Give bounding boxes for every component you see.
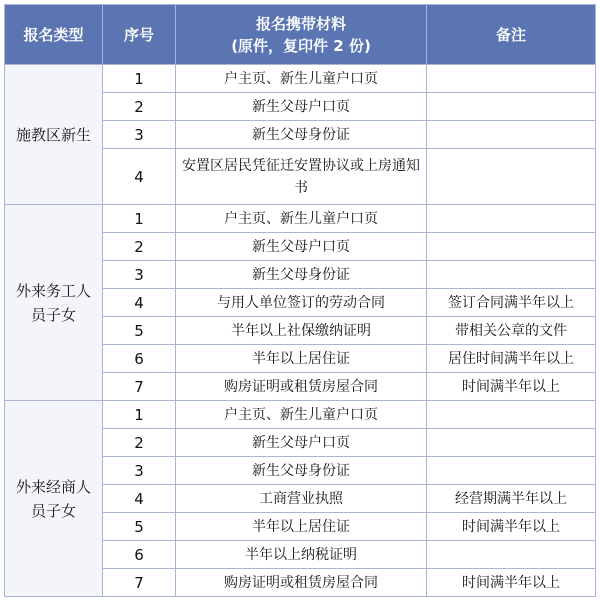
seq-cell: 4 (103, 149, 176, 205)
remark-cell (427, 541, 596, 569)
seq-cell: 4 (103, 289, 176, 317)
material-cell: 新生父母户口页 (176, 233, 427, 261)
remark-cell: 居住时间满半年以上 (427, 345, 596, 373)
table-row (5, 401, 596, 429)
seq-cell: 6 (103, 541, 176, 569)
remark-cell (427, 429, 596, 457)
seq-cell: 1 (103, 401, 176, 429)
seq-cell: 1 (103, 205, 176, 233)
remark-cell (427, 149, 596, 205)
header-seq: 序号 (103, 5, 176, 65)
remark-cell (427, 65, 596, 93)
material-cell: 新生父母身份证 (176, 457, 427, 485)
seq-cell: 7 (103, 373, 176, 401)
material-cell: 新生父母身份证 (176, 261, 427, 289)
material-cell: 半年以上居住证 (176, 513, 427, 541)
material-cell: 户主页、新生儿童户口页 (176, 65, 427, 93)
remark-cell (427, 205, 596, 233)
material-cell: 半年以上社保缴纳证明 (176, 317, 427, 345)
header-remark: 备注 (427, 5, 596, 65)
remark-cell: 时间满半年以上 (427, 373, 596, 401)
table-row (5, 65, 596, 93)
seq-cell: 3 (103, 261, 176, 289)
seq-cell: 3 (103, 457, 176, 485)
table-body (5, 65, 596, 597)
material-cell: 新生父母户口页 (176, 93, 427, 121)
seq-cell: 3 (103, 121, 176, 149)
material-cell: 工商营业执照 (176, 485, 427, 513)
remark-cell (427, 121, 596, 149)
remark-cell: 经营期满半年以上 (427, 485, 596, 513)
remark-cell (427, 93, 596, 121)
group-type-cell: 外来经商人员子女 (5, 401, 103, 597)
material-cell: 与用人单位签订的劳动合同 (176, 289, 427, 317)
remark-cell (427, 233, 596, 261)
seq-cell: 5 (103, 317, 176, 345)
material-cell: 购房证明或租赁房屋合同 (176, 569, 427, 597)
material-cell: 户主页、新生儿童户口页 (176, 205, 427, 233)
seq-cell: 5 (103, 513, 176, 541)
seq-cell: 4 (103, 485, 176, 513)
seq-cell: 2 (103, 93, 176, 121)
remark-cell (427, 261, 596, 289)
header-materials-title: 报名携带材料 (255, 14, 346, 33)
seq-cell: 6 (103, 345, 176, 373)
material-cell: 新生父母身份证 (176, 121, 427, 149)
header-materials-note: (原件，复印件 2 份) (231, 36, 371, 55)
header-row (5, 5, 596, 65)
remark-cell (427, 401, 596, 429)
remark-cell: 时间满半年以上 (427, 569, 596, 597)
table-row (5, 205, 596, 233)
remark-cell: 签订合同满半年以上 (427, 289, 596, 317)
group-type-cell: 外来务工人员子女 (5, 205, 103, 401)
remark-cell: 带相关公章的文件 (427, 317, 596, 345)
table-header (5, 5, 596, 65)
registration-materials-table (4, 4, 596, 597)
seq-cell: 1 (103, 65, 176, 93)
seq-cell: 7 (103, 569, 176, 597)
material-cell: 户主页、新生儿童户口页 (176, 401, 427, 429)
remark-cell: 时间满半年以上 (427, 513, 596, 541)
header-type: 报名类型 (5, 5, 103, 65)
header-materials (176, 5, 427, 65)
material-cell: 半年以上纳税证明 (176, 541, 427, 569)
seq-cell: 2 (103, 233, 176, 261)
group-type-cell: 施教区新生 (5, 65, 103, 205)
material-cell: 购房证明或租赁房屋合同 (176, 373, 427, 401)
material-cell: 安置区居民凭征迁安置协议或上房通知书 (176, 149, 427, 205)
seq-cell: 2 (103, 429, 176, 457)
material-cell: 新生父母户口页 (176, 429, 427, 457)
material-cell: 半年以上居住证 (176, 345, 427, 373)
remark-cell (427, 457, 596, 485)
